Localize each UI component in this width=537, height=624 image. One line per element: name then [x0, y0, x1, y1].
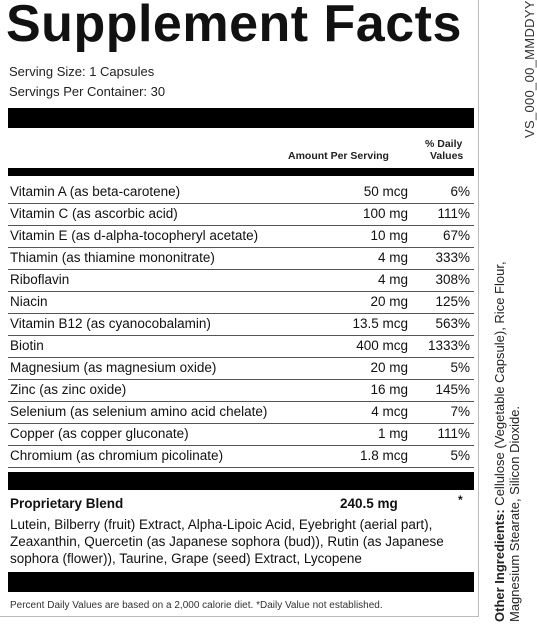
nutrient-amount: 13.5 mcg [352, 316, 408, 331]
other-ingredients-label: Other Ingredients: [492, 509, 507, 622]
nutrient-row [8, 401, 474, 424]
thick-divider-bottom [8, 572, 474, 592]
nutrient-daily-value: 333% [435, 250, 470, 265]
nutrient-amount: 10 mg [370, 228, 408, 243]
nutrient-daily-value: 6% [450, 184, 470, 199]
nutrient-daily-value: 1333% [427, 338, 470, 353]
blend-ingredients: Lutein, Bilberry (fruit) Extract, Alpha-Lipoic Acid, Eyebright (aerial part), Zeaxanthin, Quercetin (as Japanese sophora (bud)), Rutin (as Japanese sophora (flower)), Taurine, Grape (seed) Extract, Lycopene [10, 517, 444, 566]
nutrient-amount: 100 mg [362, 206, 408, 221]
footnote: Percent Daily Values are based on a 2,000 calorie diet. *Daily Value not established. [10, 600, 383, 611]
nutrient-daily-value: 7% [450, 404, 470, 419]
nutrient-row [8, 203, 474, 226]
nutrient-amount: 16 mg [370, 382, 408, 397]
thick-divider-blend [8, 472, 474, 490]
nutrient-amount: 20 mg [370, 294, 408, 309]
nutrient-row [8, 357, 474, 380]
nutrient-amount: 400 mcg [356, 338, 408, 353]
other-ingredients-text: Cellulose (Vegetable Capsule), Rice Flour, Magnesium Stearate, Silicon Dioxide. [492, 261, 522, 622]
header-divider [8, 168, 474, 176]
amount-per-serving-header: Amount Per Serving [288, 150, 389, 162]
nutrient-amount: 1 mg [377, 426, 408, 441]
nutrient-name: Niacin [10, 294, 48, 309]
nutrient-row [8, 247, 474, 270]
nutrient-name: Vitamin B12 (as cyanocobalamin) [10, 316, 211, 331]
nutrient-amount: 1.8 mcg [359, 448, 408, 463]
servings-per-container: Servings Per Container: 30 [9, 84, 166, 99]
nutrient-name: Zinc (as zinc oxide) [10, 382, 127, 397]
nutrient-row [8, 335, 474, 358]
daily-value-header-line1: % Daily [425, 138, 463, 150]
lot-code: VS_000_00_MMDDYY [522, 0, 537, 138]
blend-dv-asterisk: * [458, 493, 463, 507]
nutrient-name: Vitamin C (as ascorbic acid) [10, 206, 178, 221]
nutrient-amount: 20 mg [370, 360, 408, 375]
nutrient-name: Vitamin E (as d-alpha-tocopheryl acetate) [10, 228, 259, 243]
nutrient-daily-value: 308% [435, 272, 470, 287]
nutrient-name: Selenium (as selenium amino acid chelate) [10, 404, 268, 419]
other-ingredients [492, 222, 522, 622]
nutrient-daily-value: 563% [435, 316, 470, 331]
nutrient-name: Riboflavin [10, 272, 70, 287]
nutrient-amount: 50 mcg [363, 184, 408, 199]
nutrient-row [8, 445, 474, 468]
nutrient-daily-value: 5% [450, 360, 470, 375]
nutrient-name: Copper (as copper gluconate) [10, 426, 189, 441]
nutrient-name: Thiamin (as thiamine mononitrate) [10, 250, 215, 265]
nutrient-daily-value: 5% [450, 448, 470, 463]
nutrient-daily-value: 111% [437, 426, 470, 441]
nutrient-amount: 4 mcg [371, 404, 408, 419]
nutrient-row [8, 423, 474, 446]
nutrient-name: Chromium (as chromium picolinate) [10, 448, 224, 463]
daily-value-header-line2: Values [430, 150, 464, 162]
nutrient-row [8, 313, 474, 336]
nutrient-amount: 4 mg [377, 272, 408, 287]
nutrient-name: Biotin [10, 338, 44, 353]
nutrient-daily-value: 145% [435, 382, 470, 397]
nutrient-row [8, 225, 474, 248]
nutrient-amount: 4 mg [377, 250, 408, 265]
thick-divider-top [8, 108, 474, 128]
panel-title: Supplement Facts [6, 0, 462, 53]
nutrient-row [8, 379, 474, 402]
blend-name: Proprietary Blend [10, 496, 124, 511]
nutrient-name: Vitamin A (as beta-carotene) [10, 184, 181, 199]
nutrient-name: Magnesium (as magnesium oxide) [10, 360, 217, 375]
nutrient-row [8, 181, 474, 204]
serving-size: Serving Size: 1 Capsules [9, 64, 155, 79]
nutrient-daily-value: 67% [442, 228, 470, 243]
nutrient-daily-value: 111% [437, 206, 470, 221]
blend-amount: 240.5 mg [340, 496, 398, 511]
nutrient-daily-value: 125% [435, 294, 470, 309]
nutrient-row [8, 269, 474, 292]
nutrient-row [8, 291, 474, 314]
